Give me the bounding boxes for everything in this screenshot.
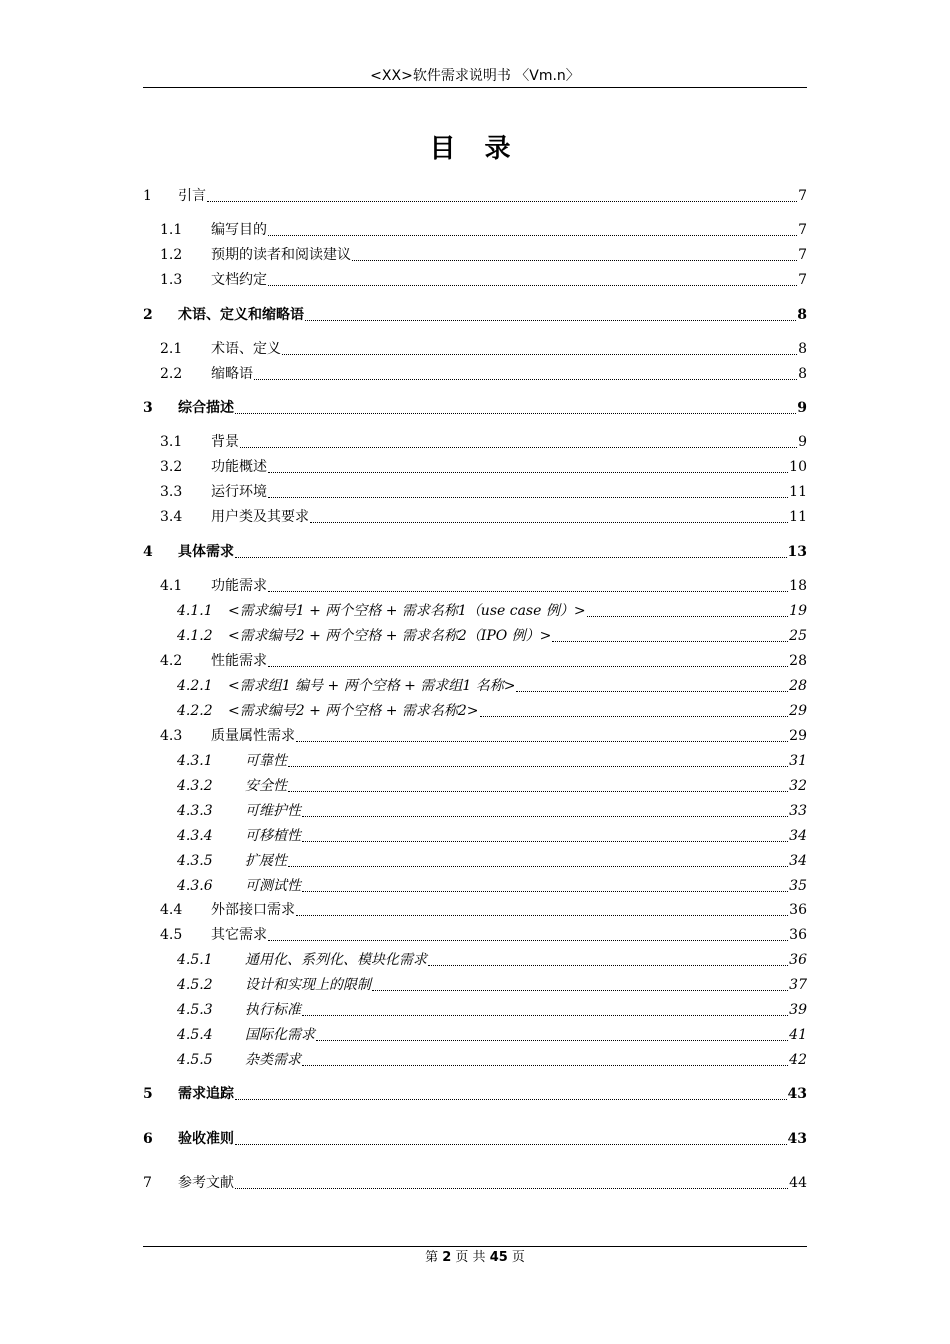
page-footer bbox=[143, 1246, 807, 1268]
footer-mid: 页 共 bbox=[455, 1250, 486, 1265]
toc-entry-page: 28 bbox=[789, 678, 807, 694]
toc-entry-page: 41 bbox=[789, 1027, 807, 1043]
toc-dot-leader bbox=[302, 1014, 788, 1016]
toc-entry-title: 可测试性 bbox=[245, 878, 301, 894]
toc-entry[interactable] bbox=[143, 726, 807, 746]
toc-entry-number: 1.1 bbox=[160, 222, 183, 238]
toc-entry-number: 1.3 bbox=[160, 272, 183, 288]
toc-entry-number: 2.2 bbox=[160, 366, 183, 382]
toc-entry-number: 3 bbox=[143, 400, 153, 416]
toc-entry-page: 7 bbox=[798, 247, 807, 263]
toc-entry-page: 33 bbox=[789, 803, 807, 819]
toc-entry[interactable] bbox=[143, 701, 807, 721]
footer-total-pages: 45 bbox=[489, 1250, 508, 1265]
toc-entry-number: 4.5.5 bbox=[177, 1052, 213, 1068]
toc-entry-number: 3.2 bbox=[160, 459, 183, 475]
toc-entry[interactable] bbox=[143, 676, 807, 696]
toc-entry-number: 1.2 bbox=[160, 247, 183, 263]
toc-dot-leader bbox=[268, 284, 797, 286]
toc-dot-leader bbox=[288, 865, 788, 867]
toc-entry[interactable] bbox=[143, 576, 807, 596]
toc-entry[interactable] bbox=[143, 432, 807, 452]
toc-entry[interactable] bbox=[143, 186, 807, 206]
toc-entry-page: 10 bbox=[789, 459, 807, 475]
toc-entry-title: 其它需求 bbox=[211, 927, 267, 943]
toc-entry[interactable] bbox=[143, 542, 807, 562]
toc-entry-number: 7 bbox=[143, 1175, 152, 1191]
toc-entry-title: 验收准则 bbox=[178, 1131, 234, 1147]
toc-dot-leader bbox=[302, 840, 788, 842]
toc-dot-leader bbox=[310, 521, 788, 523]
toc-entry[interactable] bbox=[143, 601, 807, 621]
toc-entry-page: 7 bbox=[798, 222, 807, 238]
toc-dot-leader bbox=[268, 939, 788, 941]
toc-entry-title: 综合描述 bbox=[178, 400, 234, 416]
toc-dot-leader bbox=[316, 1039, 788, 1041]
toc-entry-title: 国际化需求 bbox=[245, 1027, 315, 1043]
toc-entry-number: 2 bbox=[143, 307, 153, 323]
toc-entry[interactable] bbox=[143, 776, 807, 796]
footer-page-number: 2 bbox=[442, 1250, 452, 1265]
toc-entry-page: 13 bbox=[787, 544, 807, 560]
toc-entry[interactable] bbox=[143, 801, 807, 821]
toc-entry-title: 执行标准 bbox=[245, 1002, 301, 1018]
toc-entry-title: 术语、定义 bbox=[211, 341, 281, 357]
toc-entry-number: 4.5.4 bbox=[177, 1027, 213, 1043]
toc-entry-page: 8 bbox=[798, 366, 807, 382]
toc-entry-page: 9 bbox=[797, 400, 807, 416]
toc-dot-leader bbox=[480, 715, 789, 717]
toc-entry-number: 4.1.1 bbox=[177, 603, 213, 619]
toc-entry-title: <需求组1 编号 + 两个空格 + 需求组1 名称> bbox=[228, 678, 516, 694]
toc-entry-title: 设计和实现上的限制 bbox=[245, 977, 371, 993]
toc-entry-title: 功能概述 bbox=[211, 459, 267, 475]
toc-entry-page: 29 bbox=[789, 728, 807, 744]
toc-entry-page: 35 bbox=[789, 878, 807, 894]
toc-entry[interactable] bbox=[143, 925, 807, 945]
toc-entry-number: 4.3.2 bbox=[177, 778, 213, 794]
toc-entry[interactable] bbox=[143, 651, 807, 671]
toc-dot-leader bbox=[302, 890, 788, 892]
toc-entry-title: 引言 bbox=[178, 188, 206, 204]
toc-entry-title: 预期的读者和阅读建议 bbox=[211, 247, 351, 263]
toc-entry-page: 28 bbox=[789, 653, 807, 669]
toc-entry[interactable] bbox=[143, 398, 807, 418]
toc-dot-leader bbox=[235, 1143, 787, 1145]
toc-entry-number: 4.1.2 bbox=[177, 628, 213, 644]
toc-entry[interactable] bbox=[143, 876, 807, 896]
toc-entry-title: 编写目的 bbox=[211, 222, 267, 238]
toc-entry-page: 18 bbox=[789, 578, 807, 594]
toc-entry-page: 39 bbox=[789, 1002, 807, 1018]
toc-entry-page: 31 bbox=[789, 753, 807, 769]
toc-dot-leader bbox=[235, 556, 787, 558]
toc-dot-leader bbox=[296, 914, 788, 916]
toc-entry-number: 4.5 bbox=[160, 927, 183, 943]
toc-dot-leader bbox=[552, 640, 788, 642]
toc-entry[interactable] bbox=[143, 975, 807, 995]
toc-entry[interactable] bbox=[143, 1050, 807, 1070]
toc-entry-title: 可移植性 bbox=[245, 828, 301, 844]
toc-entry[interactable] bbox=[143, 270, 807, 290]
toc-dot-leader bbox=[282, 353, 797, 355]
toc-entry-page: 29 bbox=[789, 703, 807, 719]
toc-dot-leader bbox=[268, 234, 797, 236]
toc-entry[interactable] bbox=[143, 1129, 807, 1149]
toc-entry-number: 4.5.1 bbox=[177, 952, 213, 968]
toc-dot-leader bbox=[587, 615, 789, 617]
toc-entry-title: 参考文献 bbox=[178, 1175, 234, 1191]
page-title: 目 录 bbox=[429, 134, 521, 164]
toc-entry-page: 36 bbox=[789, 902, 807, 918]
toc-entry-number: 1 bbox=[143, 188, 152, 204]
toc-entry-number: 3.3 bbox=[160, 484, 183, 500]
header-text: <XX>软件需求说明书 〈Vm.n〉 bbox=[370, 68, 580, 84]
toc-entry-number: 4.3.4 bbox=[177, 828, 213, 844]
toc-entry-number: 3.4 bbox=[160, 509, 183, 525]
toc-entry-title: 外部接口需求 bbox=[211, 902, 295, 918]
toc-entry-page: 11 bbox=[789, 484, 807, 500]
toc-entry-page: 9 bbox=[798, 434, 807, 450]
toc-entry-title: 功能需求 bbox=[211, 578, 267, 594]
toc-entry-title: 安全性 bbox=[245, 778, 287, 794]
toc-entry[interactable] bbox=[143, 1084, 807, 1104]
toc-dot-leader bbox=[305, 319, 796, 321]
toc-entry[interactable] bbox=[143, 482, 807, 502]
toc-dot-leader bbox=[235, 1187, 788, 1189]
toc-entry-number: 6 bbox=[143, 1131, 153, 1147]
toc-dot-leader bbox=[235, 1098, 787, 1100]
toc-entry[interactable] bbox=[143, 950, 807, 970]
footer-prefix: 第 bbox=[425, 1250, 439, 1265]
toc-entry-page: 34 bbox=[789, 828, 807, 844]
toc-entry[interactable] bbox=[143, 364, 807, 384]
toc-dot-leader bbox=[352, 259, 797, 261]
toc-entry-number: 4.5.3 bbox=[177, 1002, 213, 1018]
toc-entry-number: 4.3.1 bbox=[177, 753, 213, 769]
toc-entry[interactable] bbox=[143, 1025, 807, 1045]
toc-entry-page: 34 bbox=[789, 853, 807, 869]
toc-entry[interactable] bbox=[143, 1173, 807, 1193]
toc-entry[interactable] bbox=[143, 626, 807, 646]
toc-entry-title: 扩展性 bbox=[245, 853, 287, 869]
toc-entry[interactable] bbox=[143, 220, 807, 240]
toc-dot-leader bbox=[288, 790, 788, 792]
toc-dot-leader bbox=[235, 412, 796, 414]
toc-entry-title: 可维护性 bbox=[245, 803, 301, 819]
toc-entry-title: 性能需求 bbox=[211, 653, 267, 669]
toc-entry-page: 19 bbox=[789, 603, 807, 619]
toc-entry-page: 7 bbox=[798, 272, 807, 288]
toc-entry-page: 44 bbox=[789, 1175, 807, 1191]
toc-dot-leader bbox=[302, 815, 788, 817]
footer-suffix: 页 bbox=[511, 1250, 525, 1265]
toc-entry-page: 8 bbox=[797, 307, 807, 323]
toc-entry-title: 具体需求 bbox=[178, 544, 234, 560]
toc-entry-title: 背景 bbox=[211, 434, 239, 450]
toc-entry[interactable] bbox=[143, 826, 807, 846]
toc-entry[interactable] bbox=[143, 851, 807, 871]
toc-entry-title: 杂类需求 bbox=[245, 1052, 301, 1068]
toc-dot-leader bbox=[302, 1064, 788, 1066]
toc-entry-number: 4.3 bbox=[160, 728, 183, 744]
toc-entry-title: <需求编号1 + 两个空格 + 需求名称1（use case 例）> bbox=[228, 603, 586, 619]
toc-entry-number: 4.2 bbox=[160, 653, 183, 669]
toc-entry-title: <需求编号2 + 两个空格 + 需求名称2（IPO 例）> bbox=[228, 628, 552, 644]
toc-dot-leader bbox=[288, 765, 788, 767]
toc-entry-title: 可靠性 bbox=[245, 753, 287, 769]
toc-entry-title: 质量属性需求 bbox=[211, 728, 295, 744]
toc-dot-leader bbox=[372, 989, 788, 991]
toc-entry-title: 用户类及其要求 bbox=[211, 509, 309, 525]
toc-entry-number: 2.1 bbox=[160, 341, 183, 357]
toc-entry-page: 25 bbox=[789, 628, 807, 644]
toc-entry-number: 3.1 bbox=[160, 434, 183, 450]
toc-entry[interactable] bbox=[143, 305, 807, 325]
toc-entry-title: 文档约定 bbox=[211, 272, 267, 288]
toc-entry-page: 11 bbox=[789, 509, 807, 525]
toc-entry[interactable] bbox=[143, 900, 807, 920]
toc-dot-leader bbox=[428, 964, 788, 966]
toc-entry-title: 缩略语 bbox=[211, 366, 253, 382]
toc-entry-number: 4.1 bbox=[160, 578, 183, 594]
toc-entry-page: 37 bbox=[789, 977, 807, 993]
toc-entry-number: 4.2.1 bbox=[177, 678, 213, 694]
toc-entry-number: 4.4 bbox=[160, 902, 183, 918]
toc-entry-page: 8 bbox=[798, 341, 807, 357]
toc-dot-leader bbox=[207, 200, 797, 202]
toc-dot-leader bbox=[296, 740, 788, 742]
toc-entry-page: 36 bbox=[789, 927, 807, 943]
toc-entry[interactable] bbox=[143, 457, 807, 477]
toc-entry-title: 通用化、系列化、模块化需求 bbox=[245, 952, 427, 968]
toc-entry[interactable] bbox=[143, 245, 807, 265]
toc-entry[interactable] bbox=[143, 751, 807, 771]
toc-entry-page: 43 bbox=[787, 1086, 807, 1102]
toc-entry-title: 需求追踪 bbox=[178, 1086, 234, 1102]
toc-entry-title: 运行环境 bbox=[211, 484, 267, 500]
toc-dot-leader bbox=[516, 690, 788, 692]
toc-entry-number: 4.3.5 bbox=[177, 853, 213, 869]
toc-entry-number: 4.3.6 bbox=[177, 878, 213, 894]
toc-entry[interactable] bbox=[143, 507, 807, 527]
toc-dot-leader bbox=[268, 665, 788, 667]
toc-entry-page: 43 bbox=[787, 1131, 807, 1147]
toc-entry[interactable] bbox=[143, 339, 807, 359]
toc-dot-leader bbox=[254, 378, 797, 380]
toc-entry-number: 4 bbox=[143, 544, 153, 560]
toc-dot-leader bbox=[240, 446, 797, 448]
toc-entry-page: 42 bbox=[789, 1052, 807, 1068]
toc-dot-leader bbox=[268, 471, 788, 473]
toc-entry-page: 7 bbox=[798, 188, 807, 204]
toc-entry[interactable] bbox=[143, 1000, 807, 1020]
toc-dot-leader bbox=[268, 496, 788, 498]
toc-entry-title: 术语、定义和缩略语 bbox=[178, 307, 304, 323]
toc-entry-number: 4.2.2 bbox=[177, 703, 213, 719]
toc-entry-page: 32 bbox=[789, 778, 807, 794]
toc-entry-title: <需求编号2 + 两个空格 + 需求名称2> bbox=[228, 703, 479, 719]
toc-entry-number: 5 bbox=[143, 1086, 153, 1102]
toc-dot-leader bbox=[268, 590, 788, 592]
toc-entry-page: 36 bbox=[789, 952, 807, 968]
toc-entry-number: 4.3.3 bbox=[177, 803, 213, 819]
toc-entry-number: 4.5.2 bbox=[177, 977, 213, 993]
